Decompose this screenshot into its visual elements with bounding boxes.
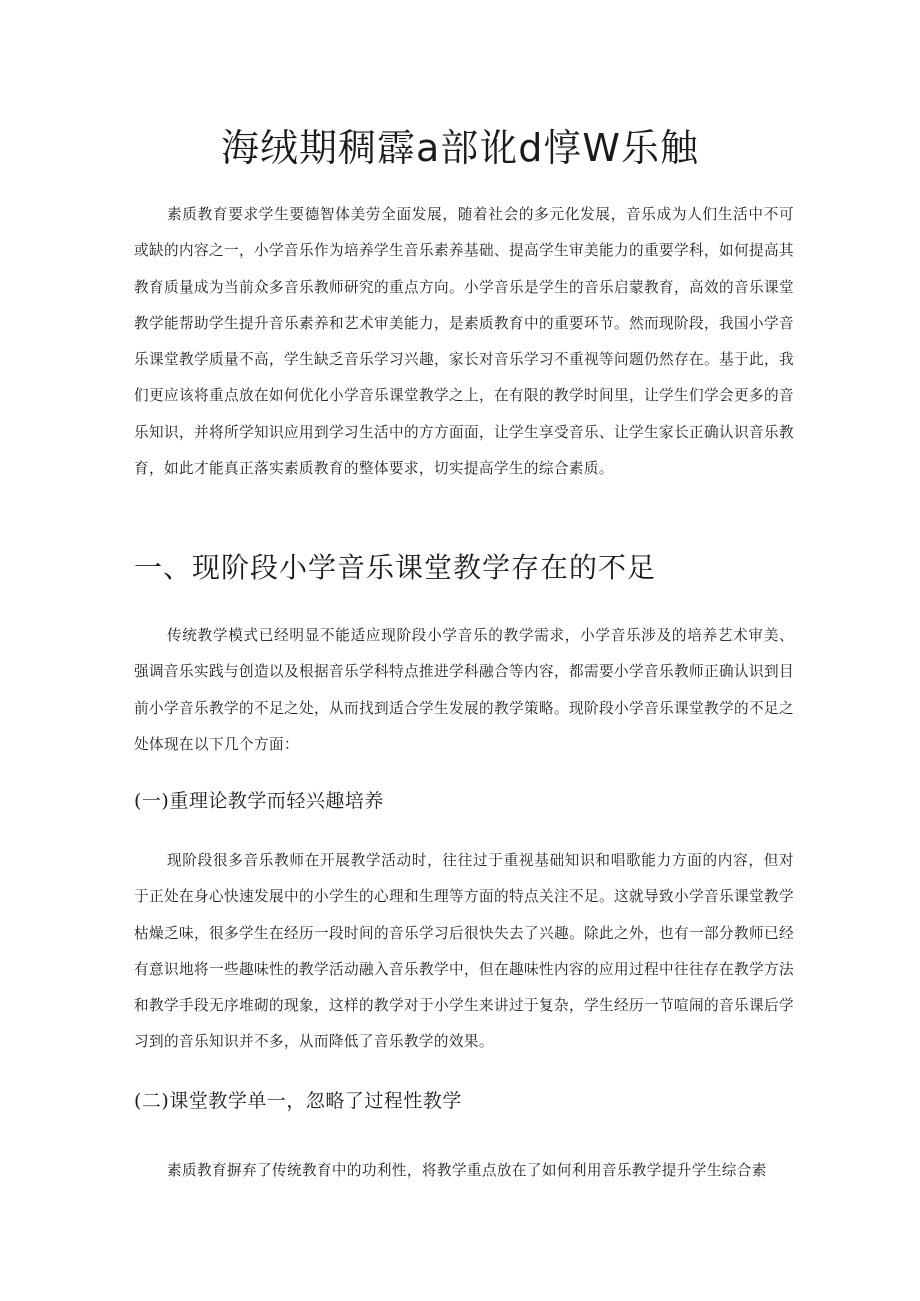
section-1-heading: 一、现阶段小学音乐课堂教学存在的不足 — [134, 551, 657, 584]
subsection-2-paragraph: 素质教育摒弃了传统教育中的功利性，将教学重点放在了如何利用音乐教学提升学生综合素 — [167, 1162, 767, 1179]
subsection-2-heading: (二)课堂教学单一，忽略了过程性教学 — [134, 1090, 462, 1112]
subsection-1-heading: (一)重理论教学而轻兴趣培养 — [134, 790, 384, 812]
section-1-intro-paragraph: 传统教学模式已经明显不能适应现阶段小学音乐的教学需求，小学音乐涉及的培养艺术审美、强调音乐实践与创造以及根据音乐学科特点推进学科融合等内容，都需要小学音乐教师正确认识到目前小学音乐教学的不足之处，从而找到适合学生发展的教学策略。现阶段小学音乐课堂教学的不足之处体现在以下几个方面： — [134, 627, 794, 753]
subsection-1-paragraph: 现阶段很多音乐教师在开展教学活动时，往往过于重视基础知识和唱歌能力方面的内容，但对于正处在身心快速发展中的小学生的心理和生理等方面的特点关注不足。这就导致小学音乐课堂教学枯燥乏味，很多学生在经历一段时间的音乐学习后很快失去了兴趣。除此之外，也有一部分教师已经有意识地将一些趣味性的教学活动融入音乐教学中，但在趣味性内容的应用过程中往往存在教学方法和教学手段无序堆砌的现象，这样的教学对于小学生来讲过于复杂，学生经历一节喧闹的音乐课后学习到的音乐知识并不多，从而降低了音乐教学的效果。 — [134, 852, 794, 1051]
document-title: 海绒期稠霹a部讹d惇W乐触 — [221, 126, 699, 170]
intro-paragraph: 素质教育要求学生要德智体美劳全面发展，随着社会的多元化发展，音乐成为人们生活中不可或缺的内容之一，小学音乐作为培养学生音乐素养基础、提高学生审美能力的重要学科，如何提高其教育质量成为当前众多音乐教师研究的重点方向。小学音乐是学生的音乐启蒙教育，高效的音乐课堂教学能帮助学生提升音乐素养和艺术审美能力，是素质教育中的重要环节。然而现阶段，我国小学音乐课堂教学质量不高，学生缺乏音乐学习兴趣，家长对音乐学习不重视等问题仍然存在。基于此，我们更应该将重点放在如何优化小学音乐课堂教学之上，在有限的教学时间里，让学生们学会更多的音乐知识，并将所学知识应用到学习生活中的方方面面，让学生享受音乐、让学生家长正确认识音乐教育，如此才能真正落实素质教育的整体要求，切实提高学生的综合素质。 — [134, 206, 794, 478]
